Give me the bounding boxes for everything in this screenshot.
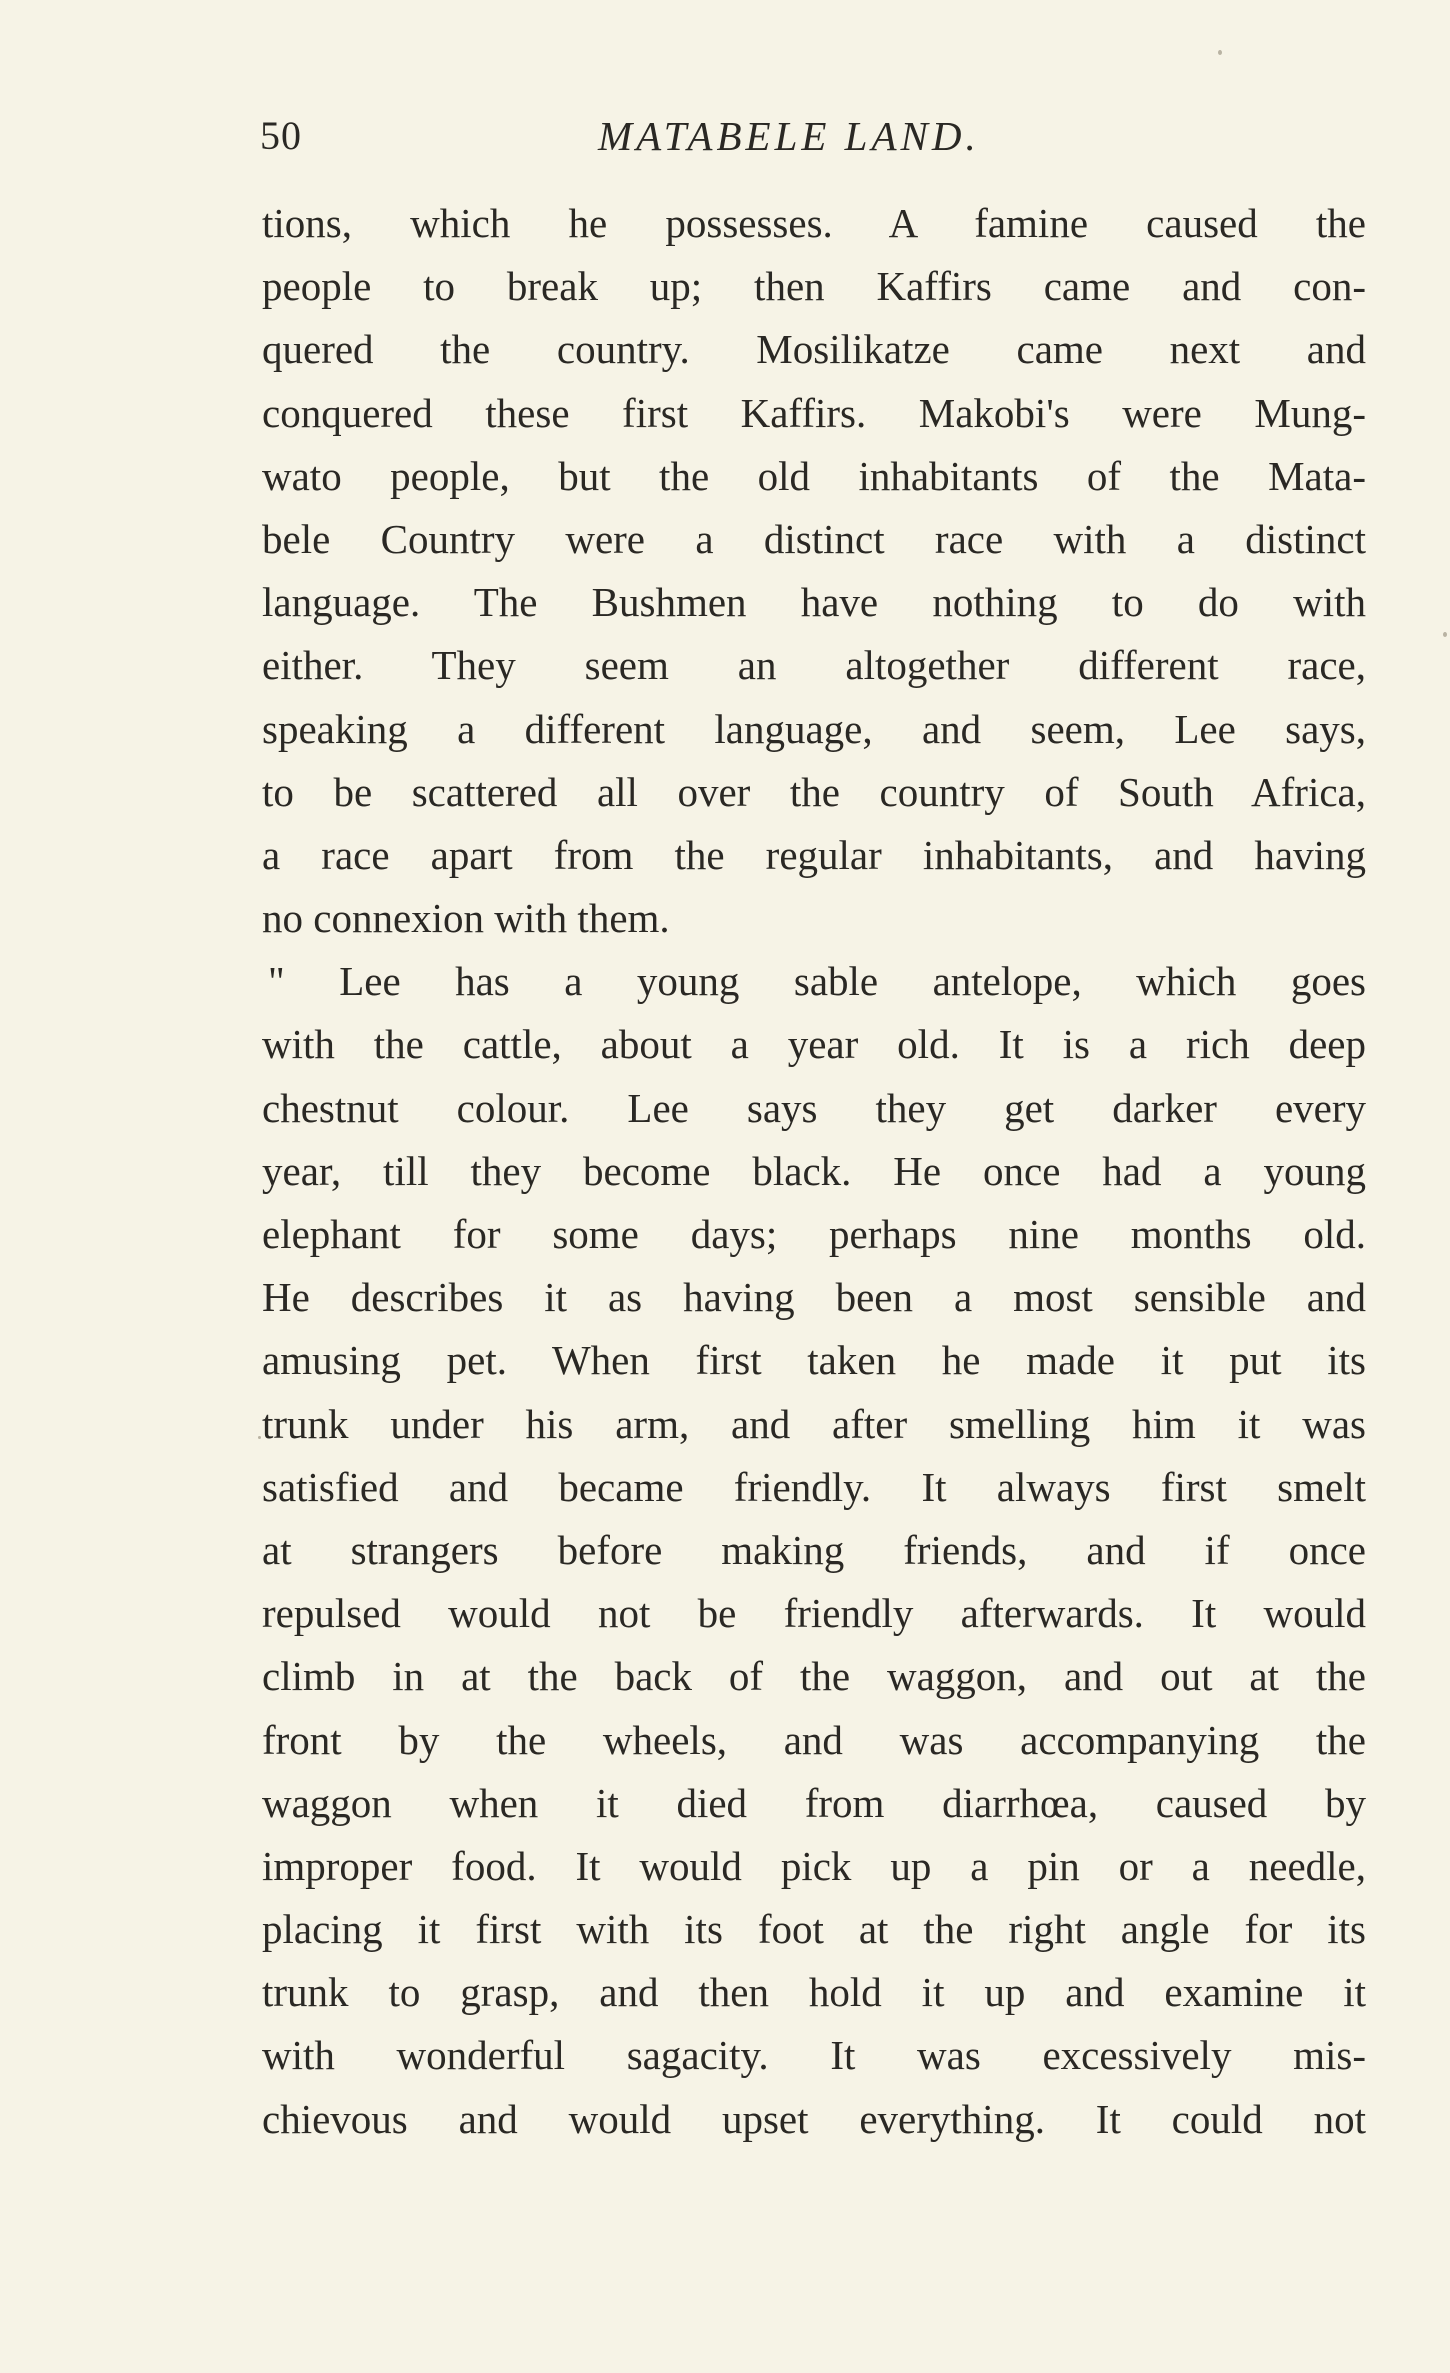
text-line: front by the wheels, and was accompanying the <box>262 1716 1366 1763</box>
paragraph-start-line: " Lee has a young sable antelope, which goes <box>268 958 1366 1005</box>
text-line: trunk to grasp, and then hold it up and examine it <box>262 1969 1366 2016</box>
paper-speck <box>1218 50 1222 55</box>
text-line: a race apart from the regular inhabitants, and having <box>262 831 1366 878</box>
text-line: conquered these first Kaffirs. Makobi's were Mung- <box>262 389 1366 436</box>
text-line: waggon when it died from diarrhœa, caused by <box>262 1779 1366 1826</box>
page-number: 50 <box>260 113 302 158</box>
text-line: He describes it as having been a most sensible and <box>262 1274 1366 1321</box>
text-line: trunk under his arm, and after smelling him it was <box>262 1400 1366 1447</box>
text-line: language. The Bushmen have nothing to do with <box>262 579 1366 626</box>
text-line: chievous and would upset everything. It could not <box>262 2095 1366 2142</box>
text-line: year, till they become black. He once had a young <box>262 1147 1366 1194</box>
text-line: bele Country were a distinct race with a distinct <box>262 515 1366 562</box>
paper-speck <box>258 1436 261 1439</box>
text-line: amusing pet. When first taken he made it put its <box>262 1337 1366 1384</box>
text-line: speaking a different language, and seem, Lee says, <box>262 705 1366 752</box>
text-line: tions, which he possesses. A famine caused the <box>262 200 1366 246</box>
text-line: satisfied and became friendly. It always first smelt <box>262 1463 1366 1510</box>
text-line: climb in at the back of the waggon, and out at the <box>262 1653 1366 1700</box>
text-line: either. They seem an altogether different race, <box>262 642 1366 689</box>
text-line: wato people, but the old inhabitants of the Mata- <box>262 452 1366 499</box>
text-line: elephant for some days; perhaps nine months old. <box>262 1211 1366 1257</box>
text-line: chestnut colour. Lee says they get darker every <box>262 1084 1366 1131</box>
text-line: at strangers before making friends, and if once <box>262 1526 1366 1573</box>
body-text <box>262 192 1366 2151</box>
paragraph-end-line: no connexion with them. <box>262 895 670 942</box>
text-line: quered the country. Mosilikatze came next and <box>262 326 1366 373</box>
text-line: with wonderful sagacity. It was excessively mis- <box>262 2032 1366 2079</box>
text-line: people to break up; then Kaffirs came and con- <box>262 263 1366 310</box>
text-line: with the cattle, about a year old. It is a rich deep <box>262 1021 1366 1068</box>
text-line: to be scattered all over the country of South Africa, <box>262 768 1366 815</box>
running-title: MATABELE LAND. <box>598 113 980 159</box>
paper-speck <box>1443 632 1447 637</box>
text-line: improper food. It would pick up a pin or a needle, <box>262 1842 1366 1889</box>
text-line: placing it first with its foot at the right angle for its <box>262 1906 1366 1953</box>
page-header <box>260 112 1370 172</box>
text-line: repulsed would not be friendly afterwards. It would <box>262 1590 1366 1637</box>
